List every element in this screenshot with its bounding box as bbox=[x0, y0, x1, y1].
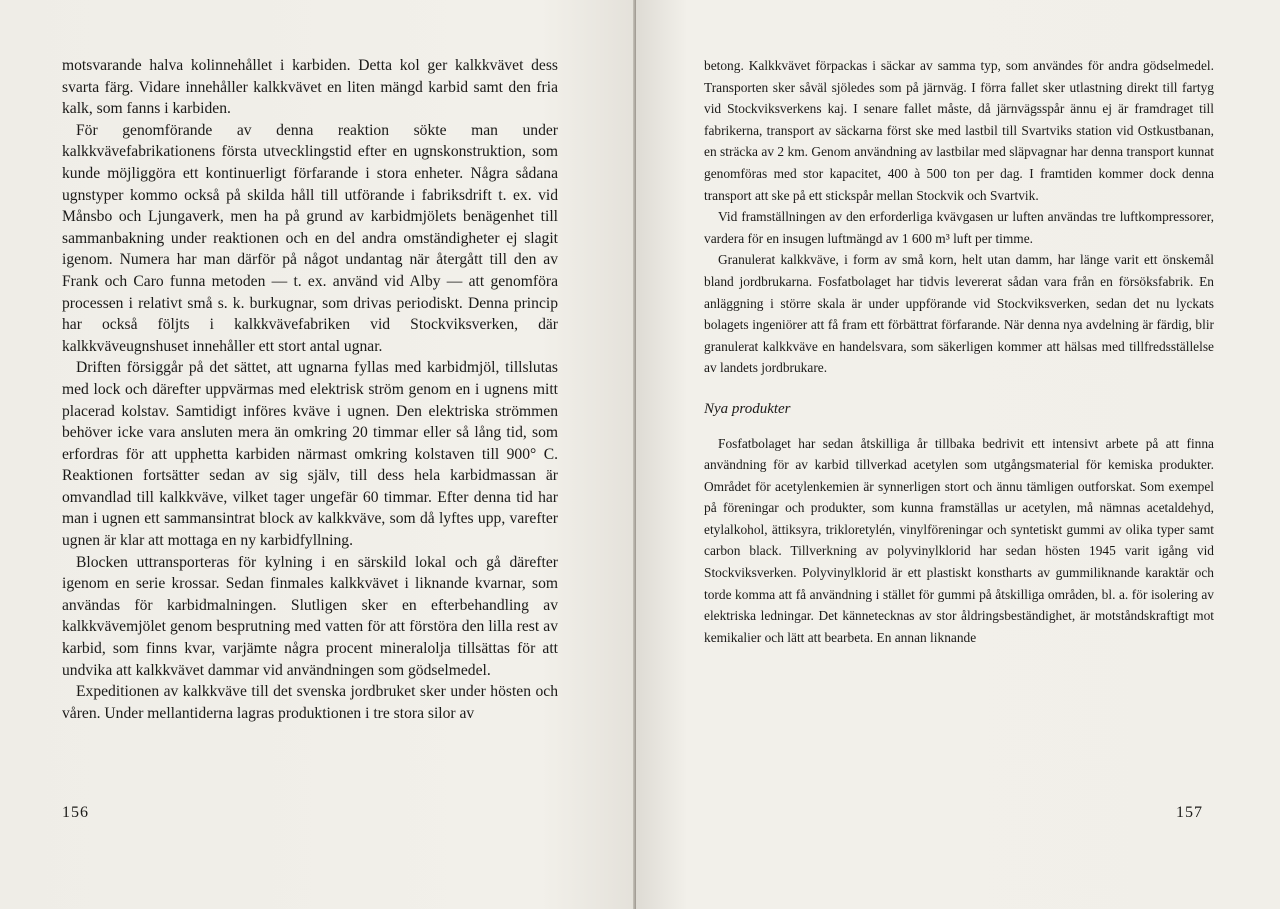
page-number-left: 156 bbox=[62, 804, 89, 821]
paragraph: Blocken uttransporteras för kylning i en särskild lokal och gå därefter igenom en serie krossar. Sedan finmales kalkkvävet i liknande kvarnar, som användas för karbidmalningen. Slutligen sker en efterbehandling av kalkkvävemjölet genom besprutning med vatten för att förstöra den lilla rest av karbid, som finns kvar, varjämte några procent mineralolja tillsättas för att undvika att kalkkvävet dammar vid användningen som gödselmedel. bbox=[62, 553, 558, 679]
section-heading: Nya produkter bbox=[704, 400, 791, 417]
paragraph: betong. Kalkkvävet förpackas i säckar av samma typ, som användes för andra gödselmedel. Transporten sker såväl sjöledes som på järnväg. I förra fallet sker utlastning direkt till fartyg vid Stockviksverkens kaj. I senare fallet måste, då järnvägsspår ännu ej är framdraget till fabrikerna, transport av säckarna först ske med lastbil till Svartviks station vid Ostkustbanan, en sträcka av 2 km. Genom användning av lastbilar med släpvagnar har denna transport kunnat genomföras med stor kapacitet, 400 à 500 ton per dag. I framtiden kommer dock denna transport att ske på ett stickspår mellan Stockvik och Svartvik. bbox=[704, 58, 1214, 203]
paragraph: Fosfatbolaget har sedan åtskilliga år tillbaka bedrivit ett intensivt arbete på att finna användning för av karbid tillverkad acetylen som utgångsmaterial för kemiska produkter. Området för acetylenkemien är synnerligen stort och ännu tämligen outforskat. Som exempel på föreningar och produkter, som kunna framställas ur acetylen, må nämnas acetaldehyd, etylalkohol, ättiksyra, trikloretylén, vinylföreningar och syntetiskt gummi av olika typer samt carbon black. Tillverkning av polyvinylklorid har sedan hösten 1945 varit igång vid Stockviksverken. Polyvinylklorid är ett plastiskt konstharts av gummiliknande karaktär och torde komma att få användning i stället för gummi på åtskilliga områden, bl. a. för isolering av elektriska ledningar. Det kännetecknas av stor åldringsbeständighet, är motståndskraftigt mot kemikalier och lätt att bearbeta. En annan liknande bbox=[704, 435, 1214, 645]
right-page bbox=[636, 0, 1280, 909]
paragraph: Granulerat kalkkväve, i form av små korn, helt utan damm, har länge varit ett önskemål bland jordbrukarna. Fosfatbolaget har tidvis levererat sådan vara från en försöksfabrik. En anläggning i större skala är under uppförande vid Stockviksverken, sedan det nu lyckats bolagets ingeniörer att få fram ett förbättrat förfarande. När denna nya avdelning är färdig, blir granulerat kalkkväve en handelsvara, som säkerligen kommer att hälsas med tillfredsställelse av landets jordbrukare. bbox=[704, 252, 1214, 376]
right-page-text bbox=[704, 55, 1214, 648]
paragraph: Driften försiggår på det sättet, att ugnarna fyllas med karbidmjöl, tillslutas med lock och därefter uppvärmas med elektrisk ström genom en i ugnens mitt placerad kolstav. Samtidigt införes kväve i ugnen. Den elektriska strömmen behöver icke vara ansluten mera än omkring 20 timmar eller så lång tid, som erfordras för att upphetta karbiden närmast omkring kolstaven till 900° C. Reaktionen fortsätter sedan av sig själv, till dess hela karbidmassan är omvandlad till kalkkväve, vilket tager ungefär 60 timmar. Efter denna tid har man i ugnen ett sammansintrat block av kalkkväve, som då lyftes upp, varefter ugnen är klar att mottaga en ny karbidfyllning. bbox=[62, 359, 558, 550]
paragraph: Vid framställningen av den erforderliga kvävgasen ur luften användas tre luftkompressorer, vardera för en insugen luftmängd av 1 600 m³ luft per timme. bbox=[704, 209, 1214, 246]
paragraph: motsvarande halva kolinnehållet i karbiden. Detta kol ger kalkkvävet dess svarta färg. Vidare innehåller kalkkvävet en liten mängd karbid samt den fria kalk, som fanns i karbiden. bbox=[62, 57, 558, 118]
paragraph: För genomförande av denna reaktion sökte man under kalkkvävefabrikationens första utvecklingstid efter en ugnskonstruktion, som kunde möjliggöra ett kontinuerligt förfarande i stora enheter. Några sådana ugnstyper kommo också på skilda håll till utförande i fabriksdrift t. ex. vid Månsbo och Ljungaverk, men ha på grund av karbidmjölets benägenhet till sammanbakning under reaktionen och en del andra omständigheter ej slagit igenom. Numera har man därför på något undantag när återgått till den av Frank och Caro funna metoden — t. ex. använd vid Alby — att genomföra processen i relativt små s. k. burkugnar, som drivas periodiskt. Denna princip har också följts i kalkkvävefabriken vid Stockviksverken, där kalkkväveugnshuset innehåller ett stort antal ugnar. bbox=[62, 121, 558, 355]
paragraph: Expeditionen av kalkkväve till det svenska jordbruket sker under hösten och våren. Under mellantiderna lagras produktionen i tre stora silor av bbox=[62, 683, 558, 722]
left-page-text bbox=[62, 55, 558, 724]
left-page bbox=[0, 0, 636, 909]
page-number-right: 157 bbox=[1176, 804, 1203, 821]
